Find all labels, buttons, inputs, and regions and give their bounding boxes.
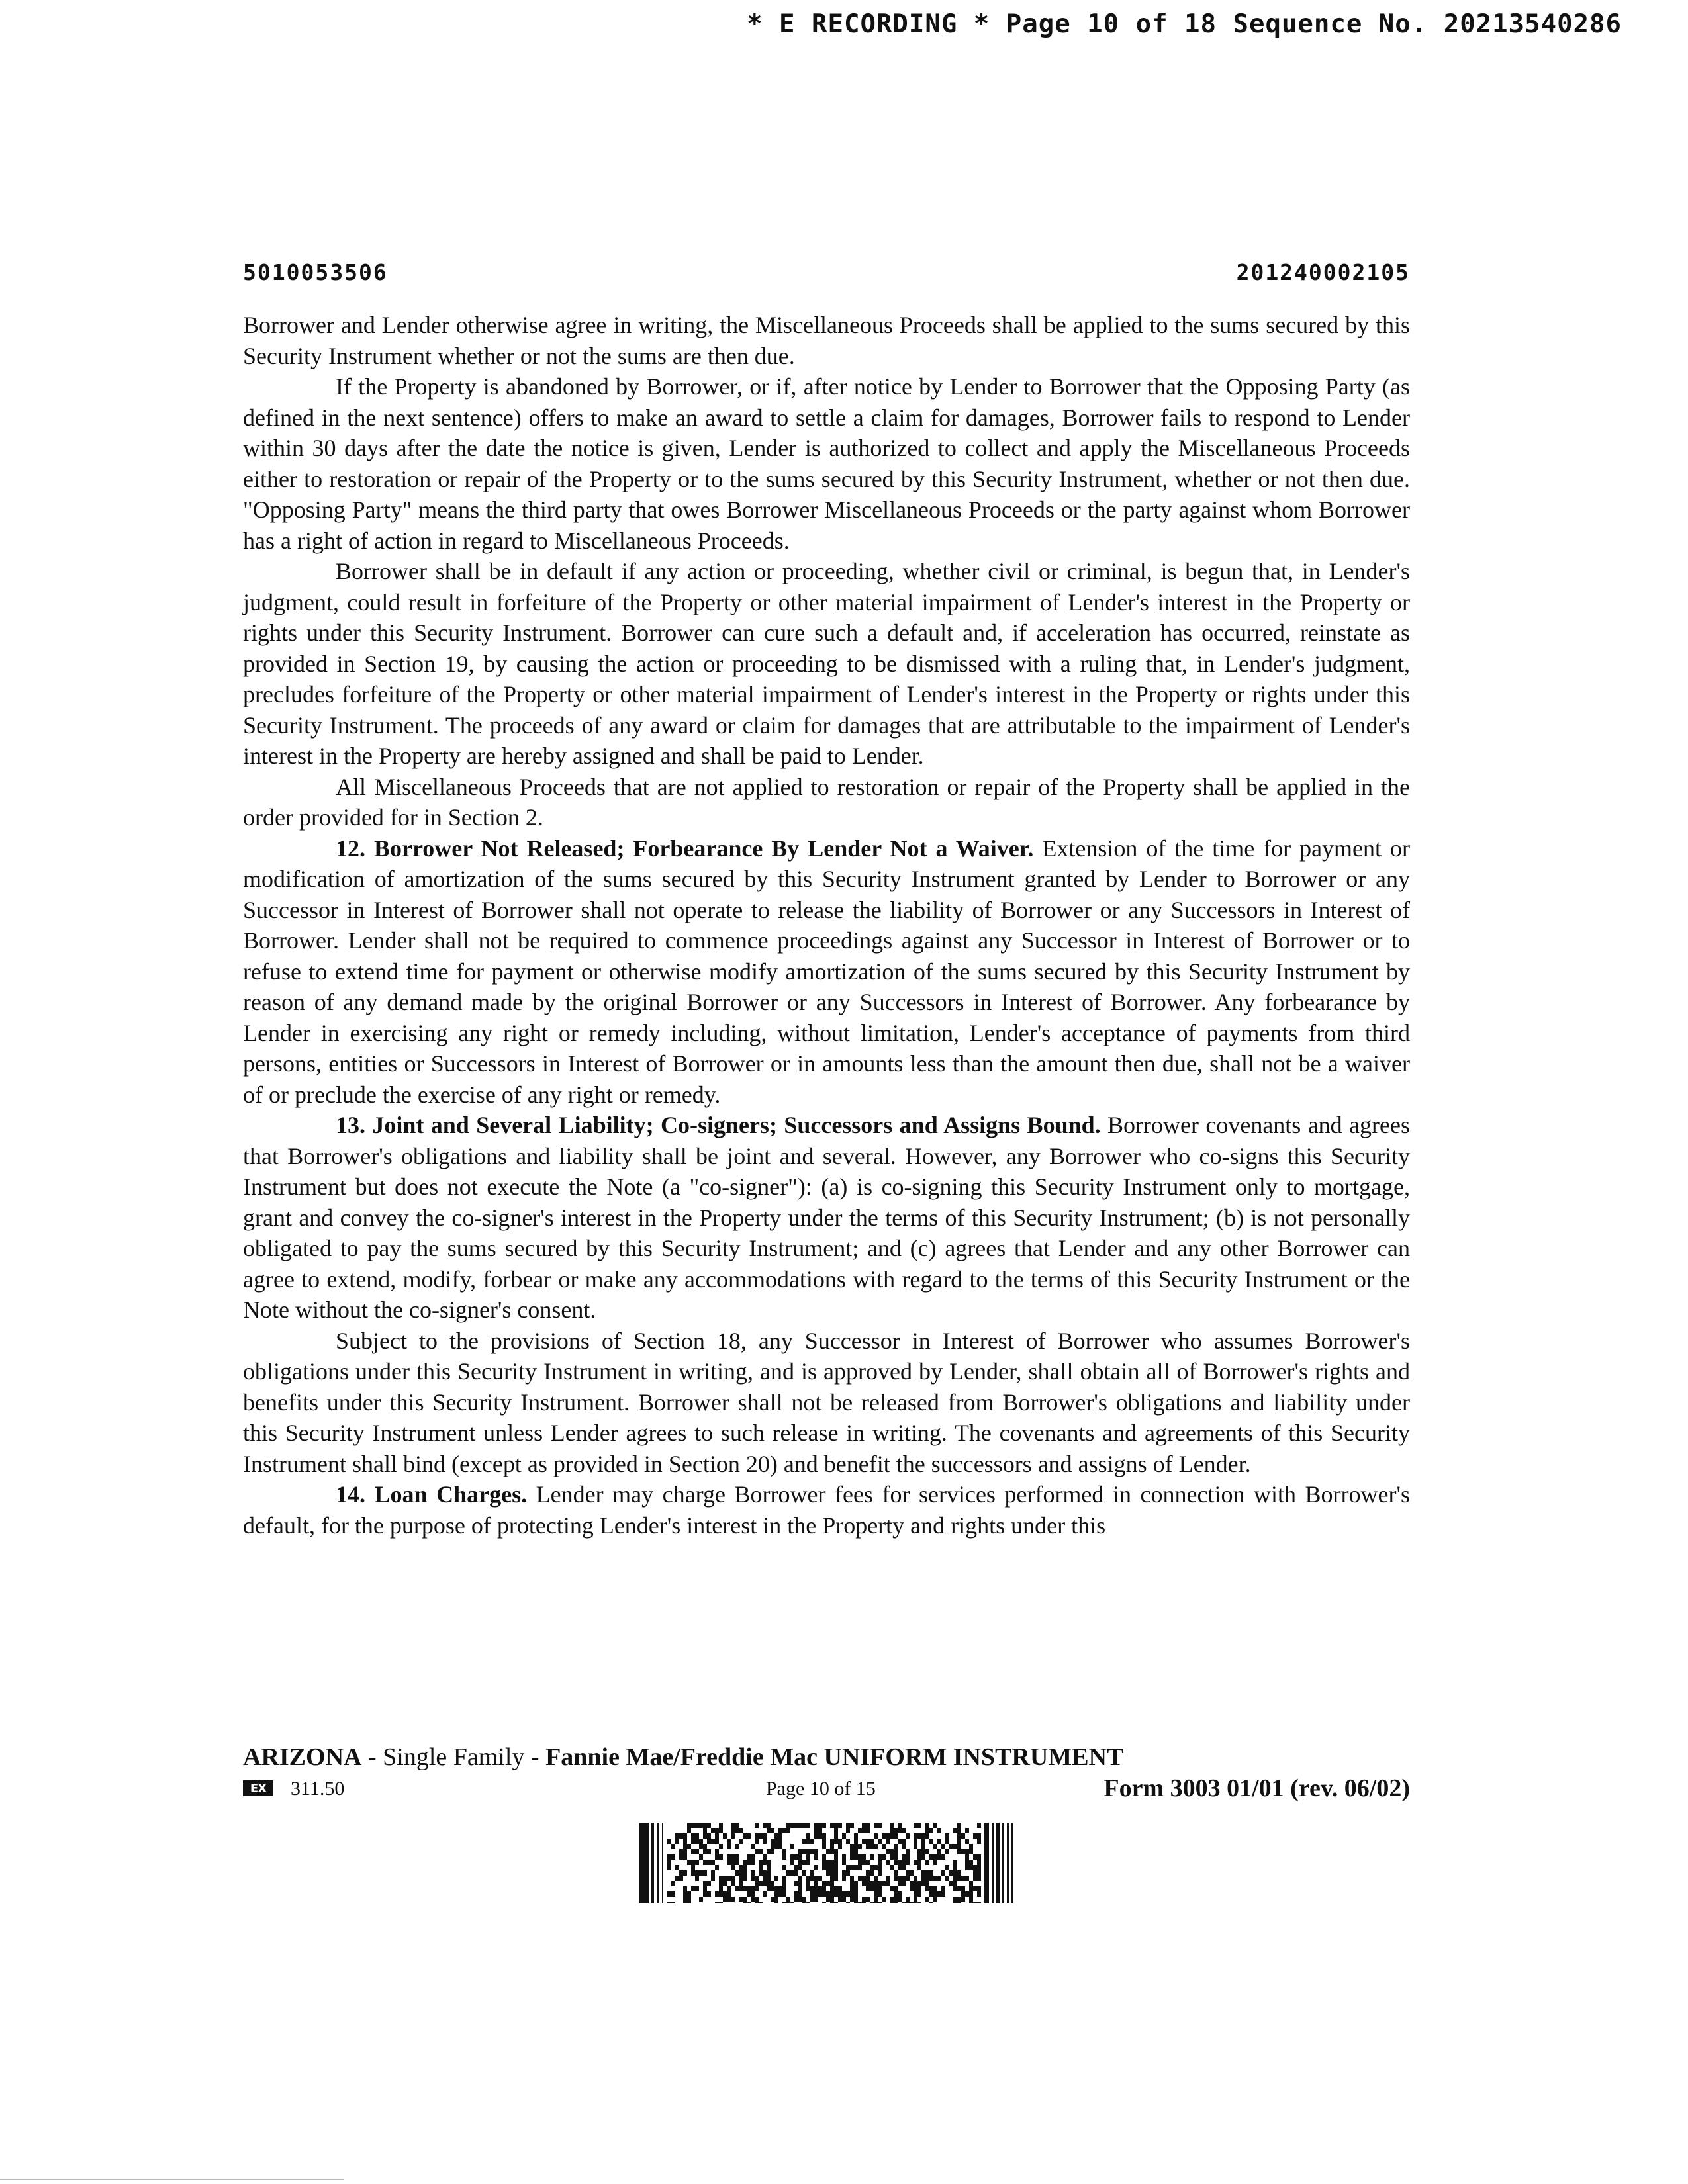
paragraph: [243, 310, 1410, 371]
section-12-heading: 12. Borrower Not Released; Forbearance By Lender Not a Waiver.: [336, 835, 1034, 862]
paragraph-text: Borrower covenants and agrees that Borrower's obligations and liability shall be joint and several. However, any Borrower who co-signs this Security Instrument but does not execute the Note (a "co-signer"): (a) is co-signing this Security Instrument only to mortgage, grant and convey the co-signer's interest in the Property under the terms of this Security Instrument; (b) is not personally obligated to pay the sums secured by this Security Instrument; and (c) agrees that Lender and any other Borrower can agree to extend, modify, forbear or make any accommodations with regard to the terms of this Security Instrument or the Note without the co-signer's consent.: [243, 1112, 1410, 1323]
paragraph-text: Borrower shall be in default if any action or proceeding, whether civil or criminal, is begun that, in Lender's judgment, could result in forfeiture of the Property or other material impairment of Lender's interest in the Property or rights under this Security Instrument. Borrower can cure such a default and, if acceleration has occurred, reinstate as provided in Section 19, by causing the action or proceeding to be dismissed with a ruling that, in Lender's judgment, precludes forfeiture of the Property or other material impairment of Lender's interest in the Property or rights under this Security Instrument. The proceeds of any award or claim for damages that are attributable to the impairment of Lender's interest in the Property are hereby assigned and shall be paid to Lender.: [243, 558, 1410, 769]
recording-stamp: * E RECORDING * Page 10 of 18 Sequence No. 20213540286: [747, 9, 1622, 39]
paragraph-text: Lender may charge Borrower fees for services performed in connection with Borrower's default, for the purpose of protecting Lender's interest in the Property and rights under this: [243, 1481, 1410, 1539]
barcode-data-area: [667, 1823, 981, 1903]
section-13-heading: 13. Joint and Several Liability; Co-signers; Successors and Assigns Bound.: [336, 1112, 1101, 1138]
form-number: Form 3003 01/01 (rev. 06/02): [1103, 1774, 1410, 1802]
mers-number: 201240002105: [1236, 259, 1410, 285]
document-body: [243, 310, 1410, 1541]
form-title: [243, 1742, 1410, 1772]
ellie-mae-logo-icon: EX: [243, 1780, 273, 1796]
pdf417-barcode-icon: [639, 1823, 1013, 1903]
paragraph-text: All Miscellaneous Proceeds that are not applied to restoration or repair of the Property shall be applied in the order provided for in Section 2.: [243, 773, 1410, 831]
section-14-paragraph: [243, 1479, 1410, 1541]
section-12-paragraph: [243, 833, 1410, 1111]
loan-number: 5010053506: [243, 259, 388, 285]
paragraph: [243, 1326, 1410, 1480]
form-info-line: [243, 1774, 1410, 1807]
paragraph: [243, 556, 1410, 772]
section-14-heading: 14. Loan Charges.: [336, 1481, 528, 1508]
paragraph-text: Extension of the time for payment or modification of amortization of the sums secured by this Security Instrument granted by Lender to Borrower or any Successor in Interest of Borrower shall not operate to release the liability of Borrower or any Successors in Interest of Borrower. Lender shall not be required to commence proceedings against any Successor in Interest of Borrower or to refuse to extend time for payment or otherwise modify amortization of the sums secured by this Security Instrument by reason of any demand made by the original Borrower or any Successors in Interest of Borrower. Any forbearance by Lender in exercising any right or remedy including, without limitation, Lender's acceptance of payments from third persons, entities or Successors in Interest of Borrower or in amounts less than the amount then due, shall not be a waiver of or preclude the exercise of any right or remedy.: [243, 835, 1410, 1108]
page-number: Page 10 of 15: [766, 1778, 876, 1799]
paragraph: [243, 772, 1410, 833]
paragraph-text: Subject to the provisions of Section 18, any Successor in Interest of Borrower who assumes Borrower's obligations under this Security Instrument in writing, and is approved by Lender, shall obtain all of Borrower's rights and benefits under this Security Instrument. Borrower shall not be released from Borrower's obligations and liability under this Security Instrument unless Lender agrees to such release in writing. The covenants and agreements of this Security Instrument shall bind (except as provided in Section 20) and benefit the successors and assigns of Lender.: [243, 1327, 1410, 1477]
form-agency: Fannie Mae/Freddie Mac UNIFORM INSTRUMENT: [545, 1743, 1124, 1771]
form-state: ARIZONA: [243, 1743, 362, 1771]
form-code: 311.50: [291, 1778, 345, 1799]
form-type: - Single Family -: [361, 1743, 546, 1771]
paragraph-text: Borrower and Lender otherwise agree in writing, the Miscellaneous Proceeds shall be applied to the sums secured by this Security Instrument whether or not the sums are then due.: [243, 312, 1410, 369]
form-footer: [243, 1742, 1410, 1807]
loan-number-row: [243, 259, 1410, 285]
scan-edge-mark: [0, 2179, 344, 2180]
section-13-paragraph: [243, 1110, 1410, 1326]
paragraph: [243, 371, 1410, 556]
paragraph-text: If the Property is abandoned by Borrower, or if, after notice by Lender to Borrower that the Opposing Party (as defined in the next sentence) offers to make an award to settle a claim for damages, Borrower fails to respond to Lender within 30 days after the date the notice is given, Lender is authorized to collect and apply the Miscellaneous Proceeds either to restoration or repair of the Property or to the sums secured by this Security Instrument, whether or not then due. "Opposing Party" means the third party that owes Borrower Miscellaneous Proceeds or the party against whom Borrower has a right of action in regard to Miscellaneous Proceeds.: [243, 373, 1410, 554]
